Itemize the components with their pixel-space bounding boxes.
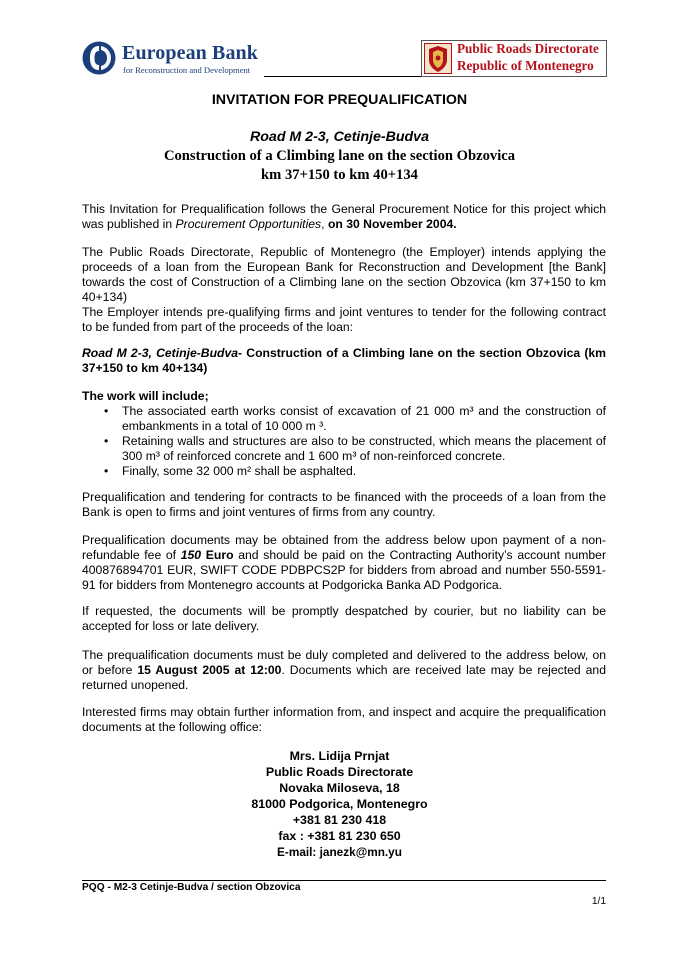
paragraph-deadline bbox=[82, 648, 606, 693]
subtitle-line2: km 37+150 to km 40+134 bbox=[261, 167, 418, 183]
work-item-text: The associated earth works consist of excavation of 21 000 m³ and the construction of embankments in a total of 10 000 m ³. bbox=[122, 404, 606, 433]
contact-phone: +381 81 230 418 bbox=[292, 813, 387, 827]
work-item-text: Finally, some 32 000 m² shall be asphalted. bbox=[122, 464, 357, 478]
bullet-icon: • bbox=[104, 464, 109, 478]
info-text: Interested firms may obtain further information from, and inspect and acquire the prequalification documents at the following office: bbox=[82, 705, 606, 734]
contract-title bbox=[82, 346, 606, 376]
employer-text: The Public Roads Directorate, Republic of Montenegro (the Employer) intends applying the proceeds of a loan from the European Bank for Reconstruction and Development [the Bank] towards the cost of Construction of a Climbing lane on the section Obzovica (km 37+150 to km 40+134) bbox=[82, 245, 606, 304]
contact-block bbox=[0, 748, 679, 860]
fee-amount: 150 bbox=[180, 548, 202, 562]
courier-text: If requested, the documents will be promptly despatched by courier, but no liability can be accepted for loss or late delivery. bbox=[82, 604, 606, 633]
paragraph-courier bbox=[82, 604, 606, 634]
eligibility-text: Prequalification and tendering for contracts to be financed with the proceeds of a loan from the Bank is open to firms and joint ventures of firms from any country. bbox=[82, 490, 606, 519]
contract-desc: - Construction of a Climbing lane on the section Obzovica (km 37+150 to km 40+134) bbox=[82, 346, 607, 375]
montenegro-crest-icon bbox=[424, 43, 452, 74]
contact-street: Novaka Miloseva, 18 bbox=[279, 781, 400, 795]
ebrd-name: European Bank bbox=[122, 42, 258, 64]
prequalify-text: The Employer intends pre-qualifying firms and joint ventures to tender for the following contract to be funded from part of the proceeds of the loan: bbox=[82, 305, 606, 334]
deadline-note: . Documents which are received late may be rejected and returned unopened. bbox=[82, 663, 606, 692]
road-title: Road M 2-3, Cetinje-Budva bbox=[250, 129, 429, 145]
fee-account-text: and should be paid on the Contracting Authority’s account number 400876894701 EUR, SWIFT CODE PDBPCS2P for bidders from abroad and number 550-5591-91 for bidders from Montenegro accounts at Podgoricka Banka AD Podgorica. bbox=[82, 548, 607, 592]
list-item bbox=[82, 464, 606, 479]
prd-name-line2: Republic of Montenegro bbox=[457, 58, 594, 73]
paragraph-fee bbox=[82, 533, 606, 593]
contract-road: Road M 2-3, Cetinje-Budva bbox=[82, 346, 239, 360]
bullet-icon: • bbox=[104, 434, 109, 448]
footer-text: PQQ - M2-3 Cetinje-Budva / section Obzovica bbox=[82, 882, 301, 893]
subtitle-line1: Construction of a Climbing lane on the section Obzovica bbox=[163, 148, 516, 164]
deadline-date: 15 August 2005 at 12:00 bbox=[137, 663, 282, 677]
contact-city: 81000 Podgorica, Montenegro bbox=[251, 797, 428, 811]
header-divider bbox=[264, 76, 422, 77]
paragraph-eligibility bbox=[82, 490, 606, 520]
intro-sep: , bbox=[321, 217, 328, 231]
contact-name: Mrs. Lidija Prnjat bbox=[289, 749, 390, 763]
ebrd-subtitle: for Reconstruction and Development bbox=[123, 65, 251, 75]
deadline-text: The prequalification documents must be duly completed and delivered to the address below, on or before bbox=[82, 648, 606, 677]
fee-currency: Euro bbox=[201, 548, 234, 562]
contact-fax: fax : +381 81 230 650 bbox=[278, 829, 401, 843]
works-heading: The work will include; bbox=[82, 389, 209, 403]
footer-divider bbox=[82, 880, 606, 881]
contact-email: E-mail: janezk@mn.yu bbox=[277, 845, 402, 859]
works-list bbox=[82, 404, 606, 479]
contact-org: Public Roads Directorate bbox=[265, 765, 414, 779]
list-item bbox=[82, 434, 606, 464]
intro-text: This Invitation for Prequalification follows the General Procurement Notice for this project which was published in bbox=[82, 202, 606, 231]
ebrd-logo-icon bbox=[82, 41, 116, 75]
page-number: 1/1 bbox=[591, 896, 606, 907]
publication-name: Procurement Opportunities bbox=[175, 217, 322, 231]
work-item-text: Retaining walls and structures are also to be constructed, which means the placement of 300 m³ of reinforced concrete and 1 600 m³ of non-reinforced concrete. bbox=[122, 434, 606, 463]
paragraph-info bbox=[82, 705, 606, 735]
prd-name-line1: Public Roads Directorate bbox=[457, 41, 599, 56]
paragraph-employer bbox=[82, 245, 606, 335]
page-title: INVITATION FOR PREQUALIFICATION bbox=[211, 92, 468, 108]
paragraph-intro bbox=[82, 202, 606, 232]
publication-date: on 30 November 2004. bbox=[327, 217, 457, 231]
works-section bbox=[82, 389, 606, 479]
fee-text: Prequalification documents may be obtained from the address below upon payment of a non-refundable fee of bbox=[82, 533, 606, 562]
bullet-icon: • bbox=[104, 404, 109, 418]
list-item bbox=[82, 404, 606, 434]
